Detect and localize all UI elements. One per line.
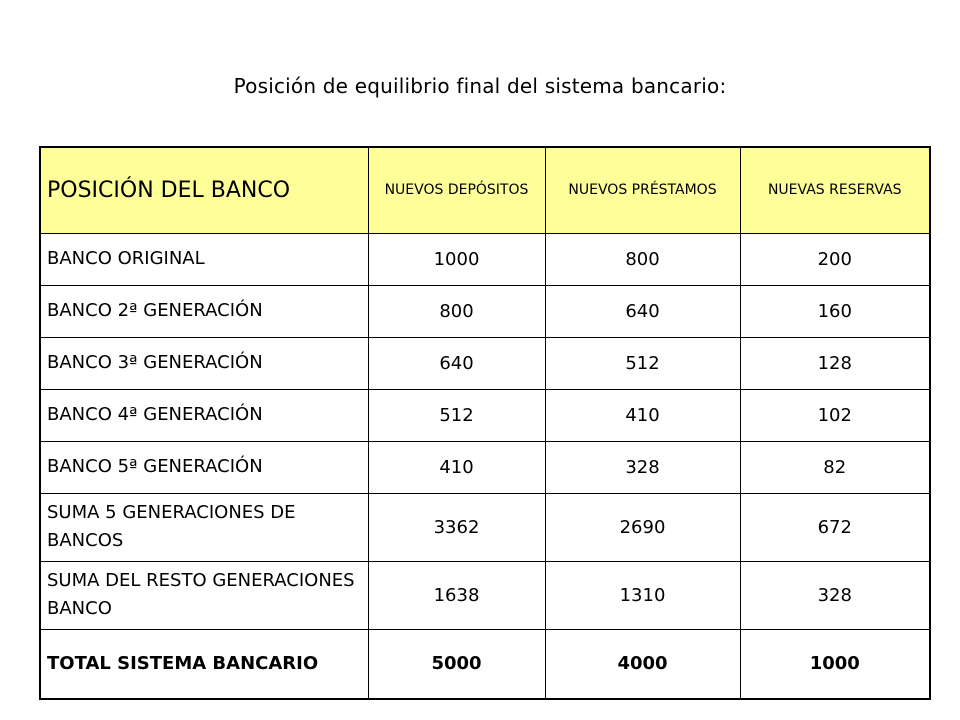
table-row bbox=[40, 389, 930, 441]
row-label: SUMA DEL RESTO GENERACIONES BANCO bbox=[40, 561, 368, 629]
row-label: BANCO ORIGINAL bbox=[40, 233, 368, 285]
row-reserves: 328 bbox=[740, 561, 930, 629]
row-label: BANCO 5ª GENERACIÓN bbox=[40, 441, 368, 493]
header-position: POSICIÓN DEL BANCO bbox=[40, 147, 368, 233]
row-label: BANCO 2ª GENERACIÓN bbox=[40, 285, 368, 337]
row-loans: 2690 bbox=[545, 493, 740, 561]
row-reserves: 102 bbox=[740, 389, 930, 441]
bank-position-table bbox=[39, 146, 931, 700]
row-loans: 800 bbox=[545, 233, 740, 285]
row-label: SUMA 5 GENERACIONES DE BANCOS bbox=[40, 493, 368, 561]
row-deposits: 512 bbox=[368, 389, 545, 441]
row-loans: 328 bbox=[545, 441, 740, 493]
table-row bbox=[40, 285, 930, 337]
table-row bbox=[40, 561, 930, 629]
table-row bbox=[40, 441, 930, 493]
row-deposits: 800 bbox=[368, 285, 545, 337]
row-loans: 1310 bbox=[545, 561, 740, 629]
row-loans: 410 bbox=[545, 389, 740, 441]
row-deposits: 1000 bbox=[368, 233, 545, 285]
row-deposits: 5000 bbox=[368, 629, 545, 699]
row-reserves: 200 bbox=[740, 233, 930, 285]
header-new-reserves: NUEVAS RESERVAS bbox=[740, 147, 930, 233]
row-loans: 512 bbox=[545, 337, 740, 389]
row-deposits: 1638 bbox=[368, 561, 545, 629]
row-label: TOTAL SISTEMA BANCARIO bbox=[40, 629, 368, 699]
table-row bbox=[40, 233, 930, 285]
row-reserves: 672 bbox=[740, 493, 930, 561]
row-label: BANCO 4ª GENERACIÓN bbox=[40, 389, 368, 441]
row-reserves: 128 bbox=[740, 337, 930, 389]
row-reserves: 82 bbox=[740, 441, 930, 493]
header-new-deposits: NUEVOS DEPÓSITOS bbox=[368, 147, 545, 233]
row-deposits: 640 bbox=[368, 337, 545, 389]
row-reserves: 160 bbox=[740, 285, 930, 337]
row-label: BANCO 3ª GENERACIÓN bbox=[40, 337, 368, 389]
table-row-total bbox=[40, 629, 930, 699]
table-row bbox=[40, 493, 930, 561]
table-row bbox=[40, 337, 930, 389]
row-deposits: 410 bbox=[368, 441, 545, 493]
row-loans: 640 bbox=[545, 285, 740, 337]
table-header-row bbox=[40, 147, 930, 233]
row-reserves: 1000 bbox=[740, 629, 930, 699]
header-new-loans: NUEVOS PRÉSTAMOS bbox=[545, 147, 740, 233]
page-title: Posición de equilibrio final del sistema bancario: bbox=[233, 74, 727, 98]
row-loans: 4000 bbox=[545, 629, 740, 699]
row-deposits: 3362 bbox=[368, 493, 545, 561]
